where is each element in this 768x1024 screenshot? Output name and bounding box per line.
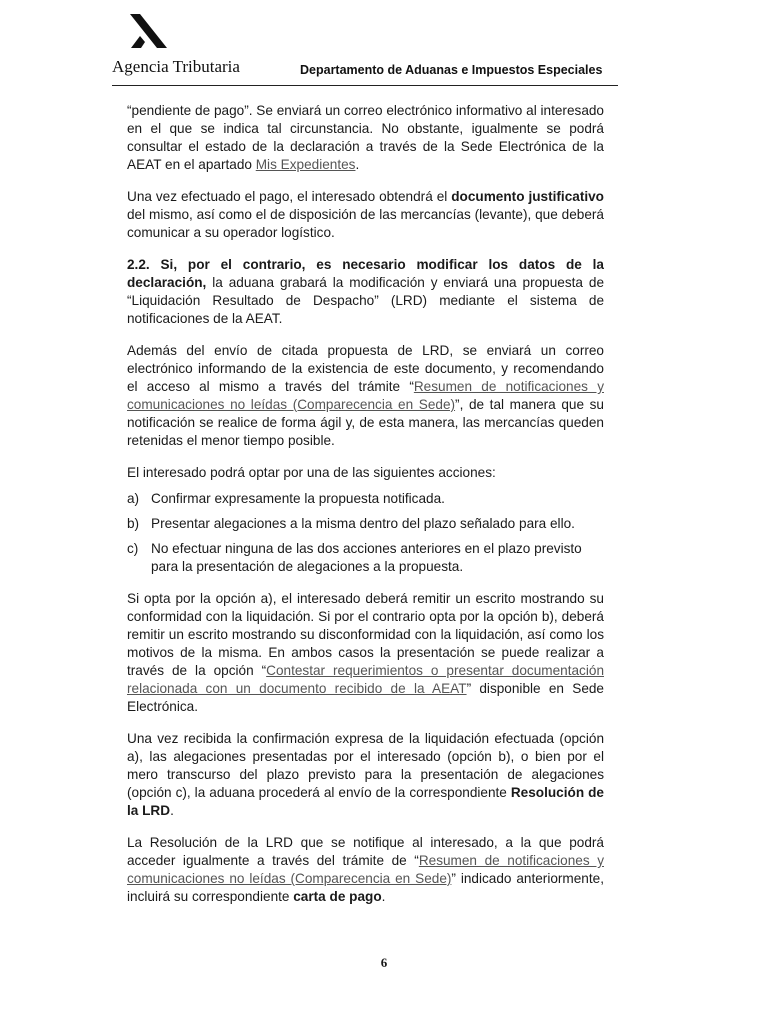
options-list <box>127 490 604 576</box>
paragraph-payment-done: Una vez efectuado el pago, el interesado obtendrá el documento justificativo del mismo, así como el de disposición de las mercancías (levante), que deberá comunicar a su operador logístico. <box>127 189 604 240</box>
list-item: c) No efectuar ninguna de las dos acciones anteriores en el plazo previsto para la presentación de alegaciones a la propuesta. <box>127 541 582 574</box>
paragraph-pending-payment: “pendiente de pago”. Se enviará un correo electrónico informativo al interesado en el que se indica tal circunstancia. No obstante, igualmente se podrá consultar el estado de la declaración a través de la Sede Electrónica de la AEAT en el apartado Mis Expedientes. <box>127 103 604 172</box>
document-body <box>127 102 604 920</box>
bold-carta-de-pago: carta de pago <box>293 889 382 904</box>
aeat-logo-icon <box>127 14 167 48</box>
section-heading-2-2: 2.2. Si, por el contrario, es necesario modificar los datos de la declaración, <box>127 257 604 290</box>
paragraph-resolution: Una vez recibida la confirmación expresa de la liquidación efectuada (opción a), las alegaciones presentadas por el interesado (opción b), o bien por el mero transcurso del plazo previsto para la presentación de alegaciones (opción c), la aduana procederá al envío de la correspondiente Resolución de la LRD. <box>127 731 604 818</box>
resumen-notificaciones-link[interactable]: Resumen de notificaciones y comunicaciones no leídas (Comparecencia en Sede) <box>127 379 604 412</box>
resumen-notificaciones-link-2[interactable]: Resumen de notificaciones y comunicaciones no leídas (Comparecencia en Sede) <box>127 853 604 886</box>
contestar-requerimientos-link[interactable]: Contestar requerimientos o presentar documentación relacionada con un documento recibido de la AEAT <box>127 663 604 696</box>
department-name: Departamento de Aduanas e Impuestos Especiales <box>300 63 603 77</box>
page-number: 6 <box>380 955 388 970</box>
agency-name: Agencia Tributaria <box>112 57 240 76</box>
page-header <box>0 0 768 90</box>
bold-resolucion-lrd: Resolución de la LRD <box>127 785 604 818</box>
list-item: b) Presentar alegaciones a la misma dentro del plazo señalado para ello. <box>127 516 575 531</box>
header-divider <box>112 85 618 86</box>
paragraph-options-intro: El interesado podrá optar por una de las siguientes acciones: <box>127 465 496 480</box>
paragraph-option-procedure: Si opta por la opción a), el interesado deberá remitir un escrito mostrando su conformidad con la liquidación. Si por el contrario opta por la opción b), deberá remitir un escrito mostrando su disconformidad con la liquidación, así como los motivos de la misma. En ambos casos la presentación se puede realizar a través de la opción “Contestar requerimientos o presentar documentación relacionada con un documento recibido de la AEAT” disponible en Sede Electrónica. <box>127 591 604 714</box>
mis-expedientes-link[interactable]: Mis Expedientes <box>255 157 356 172</box>
paragraph-resolution-notice: La Resolución de la LRD que se notifique al interesado, a la que podrá acceder igualmente a través del trámite de “Resumen de notificaciones y comunicaciones no leídas (Comparecencia en Sede)” indicado anteriormente, incluirá su correspondiente carta de pago. <box>127 835 604 904</box>
bold-documento-justificativo: documento justificativo <box>451 189 604 204</box>
paragraph-email-notice: Además del envío de citada propuesta de LRD, se enviará un correo electrónico informando de la existencia de este documento, y recomendando el acceso al mismo a través del trámite “Resumen de notificaciones y comunicaciones no leídas (Comparecencia en Sede)”, de tal manera que su notificación se realice de forma ágil y, de esta manera, las mercancías queden retenidas el menor tiempo posible. <box>127 343 604 448</box>
paragraph-modify-data: 2.2. Si, por el contrario, es necesario modificar los datos de la declaración, la aduana grabará la modificación y enviará una propuesta de “Liquidación Resultado de Despacho” (LRD) mediante el sistema de notificaciones de la AEAT. <box>127 257 604 326</box>
list-item: a) Confirmar expresamente la propuesta notificada. <box>127 491 445 506</box>
